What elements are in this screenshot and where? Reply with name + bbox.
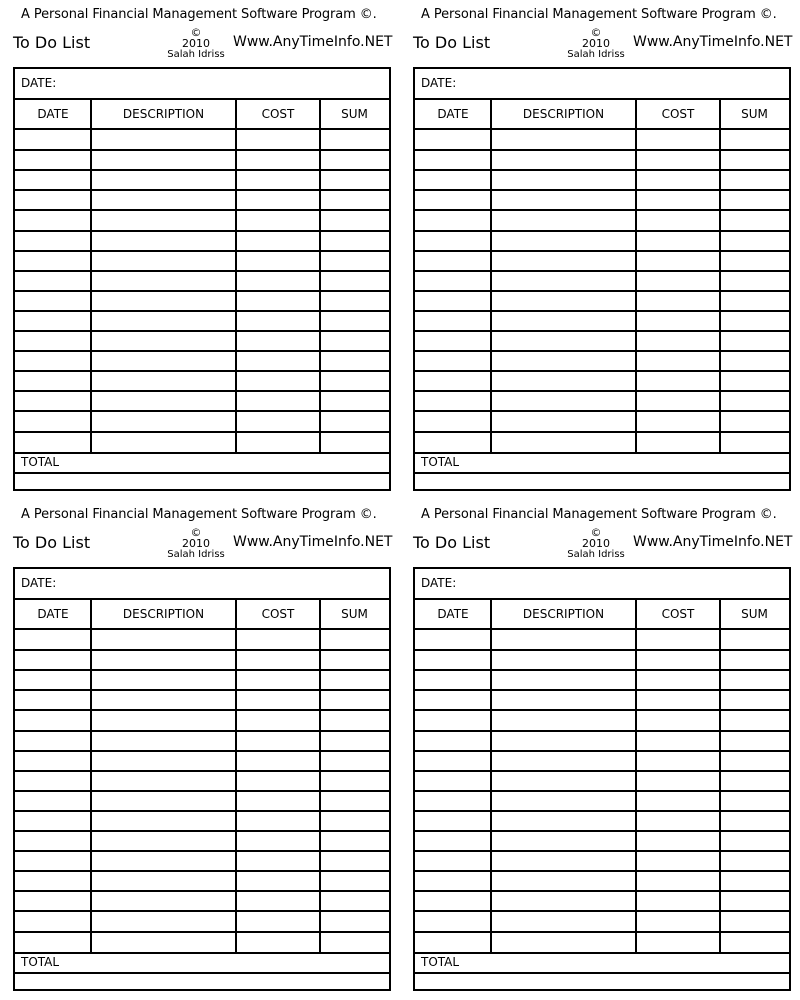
table-row[interactable] bbox=[415, 811, 789, 831]
row-divider bbox=[15, 709, 389, 711]
table-row[interactable] bbox=[15, 710, 389, 730]
table-row[interactable] bbox=[15, 170, 389, 190]
table-row[interactable] bbox=[415, 771, 789, 791]
column-header-sum: SUM bbox=[320, 100, 389, 130]
row-divider bbox=[415, 189, 789, 191]
table-row[interactable] bbox=[15, 771, 389, 791]
row-divider bbox=[15, 209, 389, 211]
table-row[interactable] bbox=[15, 871, 389, 891]
row-divider bbox=[415, 149, 789, 151]
table-row[interactable] bbox=[15, 791, 389, 811]
row-divider bbox=[415, 709, 789, 711]
row-divider bbox=[15, 890, 389, 892]
author-name: Salah Idriss bbox=[167, 49, 225, 60]
tagline: A Personal Financial Management Software Program ©. bbox=[21, 7, 377, 22]
date-header-field[interactable] bbox=[15, 569, 389, 600]
table-row[interactable] bbox=[15, 751, 389, 771]
copyright-symbol: © bbox=[190, 526, 202, 539]
copyright-symbol: © bbox=[590, 526, 602, 539]
table-row[interactable] bbox=[15, 851, 389, 871]
row-divider bbox=[15, 790, 389, 792]
column-header-cost: COST bbox=[636, 600, 720, 630]
copyright-block bbox=[551, 527, 641, 560]
row-divider bbox=[415, 390, 789, 392]
table-row[interactable] bbox=[15, 190, 389, 210]
copyright-block bbox=[151, 27, 241, 60]
table-row[interactable] bbox=[415, 791, 789, 811]
row-divider bbox=[15, 149, 389, 151]
todo-list-card bbox=[13, 0, 393, 495]
expense-table bbox=[13, 567, 391, 991]
table-row[interactable] bbox=[415, 311, 789, 331]
author-name: Salah Idriss bbox=[567, 49, 625, 60]
table-row[interactable] bbox=[15, 271, 389, 291]
copyright-symbol: © bbox=[190, 26, 202, 39]
table-row[interactable] bbox=[415, 411, 789, 431]
row-divider bbox=[15, 931, 389, 933]
column-header-sum: SUM bbox=[320, 600, 389, 630]
table-row[interactable] bbox=[15, 932, 389, 952]
todo-list-card bbox=[413, 500, 793, 995]
total-row bbox=[415, 952, 789, 974]
row-divider bbox=[15, 649, 389, 651]
row-divider bbox=[415, 350, 789, 352]
row-divider bbox=[415, 169, 789, 171]
copyright-year: 2010 bbox=[582, 537, 610, 550]
column-header-date: DATE bbox=[415, 100, 491, 130]
column-header-sum: SUM bbox=[720, 600, 789, 630]
row-divider bbox=[415, 931, 789, 933]
total-row bbox=[15, 952, 389, 974]
row-divider bbox=[415, 330, 789, 332]
table-row[interactable] bbox=[15, 432, 389, 452]
total-label: TOTAL bbox=[21, 455, 60, 469]
row-divider bbox=[415, 270, 789, 272]
tagline: A Personal Financial Management Software Program ©. bbox=[21, 507, 377, 522]
row-divider bbox=[15, 169, 389, 171]
row-divider bbox=[415, 310, 789, 312]
table-row[interactable] bbox=[415, 851, 789, 871]
row-divider bbox=[415, 750, 789, 752]
website-url: Www.AnyTimeInfo.NET bbox=[633, 34, 793, 50]
list-title: To Do List bbox=[413, 533, 491, 552]
row-divider bbox=[15, 189, 389, 191]
column-header-sum: SUM bbox=[720, 100, 789, 130]
table-row[interactable] bbox=[415, 150, 789, 170]
table-row[interactable] bbox=[415, 432, 789, 452]
author-name: Salah Idriss bbox=[167, 549, 225, 560]
row-divider bbox=[15, 850, 389, 852]
row-divider bbox=[15, 350, 389, 352]
date-header-label: DATE: bbox=[421, 576, 457, 590]
row-divider bbox=[15, 390, 389, 392]
date-header-field[interactable] bbox=[415, 569, 789, 600]
list-title: To Do List bbox=[413, 33, 491, 52]
total-row bbox=[415, 452, 789, 474]
author-name: Salah Idriss bbox=[567, 549, 625, 560]
row-divider bbox=[415, 770, 789, 772]
row-divider bbox=[15, 310, 389, 312]
table-row[interactable] bbox=[415, 351, 789, 371]
table-row[interactable] bbox=[415, 731, 789, 751]
total-label: TOTAL bbox=[21, 955, 60, 969]
expense-table bbox=[413, 567, 791, 991]
table-row[interactable] bbox=[415, 690, 789, 710]
row-divider bbox=[15, 410, 389, 412]
table-row[interactable] bbox=[15, 891, 389, 911]
row-divider bbox=[15, 770, 389, 772]
row-divider bbox=[415, 649, 789, 651]
table-row[interactable] bbox=[415, 271, 789, 291]
table-row[interactable] bbox=[15, 311, 389, 331]
row-divider bbox=[415, 910, 789, 912]
row-divider bbox=[415, 870, 789, 872]
row-divider bbox=[415, 209, 789, 211]
column-header-date: DATE bbox=[15, 600, 91, 630]
table-row[interactable] bbox=[415, 670, 789, 690]
expense-table bbox=[413, 67, 791, 491]
row-divider bbox=[415, 669, 789, 671]
table-row[interactable] bbox=[15, 150, 389, 170]
row-divider bbox=[415, 689, 789, 691]
column-header-description: DESCRIPTION bbox=[91, 100, 236, 130]
row-divider bbox=[15, 689, 389, 691]
row-divider bbox=[415, 890, 789, 892]
website-url: Www.AnyTimeInfo.NET bbox=[633, 534, 793, 550]
table-row[interactable] bbox=[415, 130, 789, 150]
table-row[interactable] bbox=[15, 411, 389, 431]
expense-table bbox=[13, 67, 391, 491]
column-header-description: DESCRIPTION bbox=[91, 600, 236, 630]
row-divider bbox=[15, 431, 389, 433]
column-header-date: DATE bbox=[415, 600, 491, 630]
table-row[interactable] bbox=[15, 911, 389, 931]
table-row[interactable] bbox=[15, 831, 389, 851]
table-row[interactable] bbox=[415, 630, 789, 650]
table-row[interactable] bbox=[415, 871, 789, 891]
row-divider bbox=[15, 330, 389, 332]
copyright-year: 2010 bbox=[182, 537, 210, 550]
row-divider bbox=[415, 370, 789, 372]
total-label: TOTAL bbox=[421, 955, 460, 969]
row-divider bbox=[15, 250, 389, 252]
list-title: To Do List bbox=[13, 533, 91, 552]
row-divider bbox=[15, 730, 389, 732]
row-divider bbox=[15, 669, 389, 671]
row-divider bbox=[15, 230, 389, 232]
row-divider bbox=[415, 830, 789, 832]
row-divider bbox=[15, 290, 389, 292]
row-divider bbox=[15, 370, 389, 372]
list-title: To Do List bbox=[13, 33, 91, 52]
copyright-year: 2010 bbox=[182, 37, 210, 50]
table-row[interactable] bbox=[15, 690, 389, 710]
table-row[interactable] bbox=[415, 911, 789, 931]
row-divider bbox=[15, 870, 389, 872]
date-header-label: DATE: bbox=[421, 76, 457, 90]
table-row[interactable] bbox=[415, 331, 789, 351]
column-header-date: DATE bbox=[15, 100, 91, 130]
copyright-year: 2010 bbox=[582, 37, 610, 50]
row-divider bbox=[415, 730, 789, 732]
copyright-block bbox=[551, 27, 641, 60]
todo-list-card bbox=[13, 500, 393, 995]
table-row[interactable] bbox=[415, 932, 789, 952]
table-row[interactable] bbox=[415, 650, 789, 670]
total-row bbox=[15, 452, 389, 474]
table-row[interactable] bbox=[15, 391, 389, 411]
row-divider bbox=[415, 431, 789, 433]
table-row[interactable] bbox=[15, 670, 389, 690]
table-row[interactable] bbox=[415, 371, 789, 391]
table-row[interactable] bbox=[415, 190, 789, 210]
table-row[interactable] bbox=[15, 231, 389, 251]
table-row[interactable] bbox=[15, 371, 389, 391]
column-header-cost: COST bbox=[236, 600, 320, 630]
table-row[interactable] bbox=[415, 891, 789, 911]
website-url: Www.AnyTimeInfo.NET bbox=[233, 534, 393, 550]
table-row[interactable] bbox=[415, 210, 789, 230]
table-row[interactable] bbox=[15, 731, 389, 751]
website-url: Www.AnyTimeInfo.NET bbox=[233, 34, 393, 50]
table-row[interactable] bbox=[415, 831, 789, 851]
table-row[interactable] bbox=[415, 710, 789, 730]
row-divider bbox=[15, 910, 389, 912]
table-row[interactable] bbox=[15, 251, 389, 271]
table-row[interactable] bbox=[15, 351, 389, 371]
column-header-description: DESCRIPTION bbox=[491, 100, 636, 130]
table-row[interactable] bbox=[15, 650, 389, 670]
table-row[interactable] bbox=[415, 251, 789, 271]
table-row[interactable] bbox=[15, 210, 389, 230]
table-row[interactable] bbox=[15, 811, 389, 831]
column-header-cost: COST bbox=[236, 100, 320, 130]
table-row[interactable] bbox=[415, 231, 789, 251]
date-header-label: DATE: bbox=[21, 76, 57, 90]
row-divider bbox=[415, 410, 789, 412]
row-divider bbox=[15, 830, 389, 832]
row-divider bbox=[415, 790, 789, 792]
row-divider bbox=[415, 230, 789, 232]
row-divider bbox=[415, 250, 789, 252]
date-header-label: DATE: bbox=[21, 576, 57, 590]
row-divider bbox=[15, 270, 389, 272]
table-row[interactable] bbox=[415, 291, 789, 311]
copyright-symbol: © bbox=[590, 26, 602, 39]
table-row[interactable] bbox=[15, 331, 389, 351]
tagline: A Personal Financial Management Software Program ©. bbox=[421, 7, 777, 22]
date-header-field[interactable] bbox=[15, 69, 389, 100]
tagline: A Personal Financial Management Software Program ©. bbox=[421, 507, 777, 522]
copyright-block bbox=[151, 527, 241, 560]
table-row[interactable] bbox=[15, 630, 389, 650]
row-divider bbox=[415, 290, 789, 292]
column-header-cost: COST bbox=[636, 100, 720, 130]
row-divider bbox=[415, 850, 789, 852]
row-divider bbox=[415, 810, 789, 812]
total-label: TOTAL bbox=[421, 455, 460, 469]
table-row[interactable] bbox=[415, 751, 789, 771]
table-row[interactable] bbox=[15, 130, 389, 150]
table-row[interactable] bbox=[415, 170, 789, 190]
row-divider bbox=[15, 750, 389, 752]
date-header-field[interactable] bbox=[415, 69, 789, 100]
todo-list-card bbox=[413, 0, 793, 495]
column-header-description: DESCRIPTION bbox=[491, 600, 636, 630]
table-row[interactable] bbox=[415, 391, 789, 411]
row-divider bbox=[15, 810, 389, 812]
table-row[interactable] bbox=[15, 291, 389, 311]
